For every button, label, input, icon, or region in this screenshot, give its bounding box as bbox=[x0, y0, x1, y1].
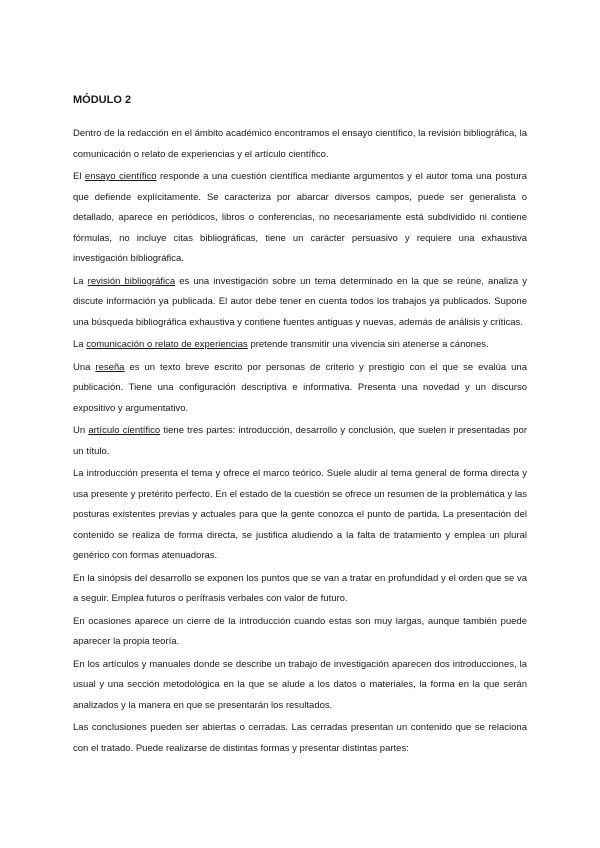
paragraph-introduccion: La introducción presenta el tema y ofrece el marco teórico. Suele aludir al tema general de forma directa y usa presente y pretérito perfecto. En el estado de la cuestión se ofrece un resumen de la problemática y las posturas existentes previas y actuales para que la gente conozca el punto de partida. La presentación del contenido se realiza de forma directa, se justifica aludiendo a la falta de tratamiento y emplea un plural genérico con formas atenuadoras. bbox=[73, 468, 527, 561]
paragraph-revision: La revisión bibliográfica es una investigación sobre un tema determinado en la que se reúne, analiza y discute información ya publicada. El autor debe tener en cuenta todos los trabajos ya publicados. Supone una búsqueda bibliográfica exhaustiva y contiene fuentes antiguas y nuevas, además de análisis y críticas. bbox=[73, 275, 527, 328]
term-resena: reseña bbox=[95, 361, 125, 373]
paragraph-metodologia: En los artículos y manuales donde se describe un trabajo de investigación aparecen dos introducciones, la usual y una sección metodológica en la que se alude a los datos o materiales, la forma en la que serán analizados y la manera en que se presentarán los resultados. bbox=[73, 658, 527, 711]
paragraph-sinopsis: En la sinópsis del desarrollo se exponen los puntos que se van a tratar en profundidad y el orden que se va a seguir. Emplea futuros o perífrasis verbales con valor de futuro. bbox=[73, 572, 527, 604]
term-ensayo-cientifico: ensayo científico bbox=[84, 171, 157, 182]
term-comunicacion: comunicación o relato de experiencias bbox=[86, 339, 248, 350]
paragraph-cierre: En ocasiones aparece un cierre de la introducción cuando estas son muy largas, aunque también puede aparecer la propia teoría. bbox=[73, 615, 527, 647]
term-revision-bibliografica: revisión bibliográfica bbox=[87, 275, 176, 287]
term-articulo-cientifico: artículo científico bbox=[88, 425, 161, 436]
paragraph-conclusiones: Las conclusiones pueden ser abiertas o cerradas. Las cerradas presentan un contenido que se relaciona con el tratado. Puede realizarse de distintas formas y presentar distintas partes: bbox=[73, 722, 527, 754]
page-title: MÓDULO 2 bbox=[73, 94, 132, 106]
paragraph-resena: Una reseña es un texto breve escrito por personas de criterio y prestigio con el que se evalúa una publicación. Tiene una configuración descriptiva e informativa. Presenta una novedad y un discurso expositivo y argumentativo. bbox=[73, 361, 527, 414]
paragraph-comunicacion: La comunicación o relato de experiencias pretende transmitir una vivencia sin atenerse a cánones. bbox=[73, 339, 489, 350]
paragraph-articulo: Un artículo científico tiene tres partes: introducción, desarrollo y conclusión, que suelen ir presentadas por un título. bbox=[73, 425, 527, 457]
paragraph-ensayo: El ensayo científico responde a una cuestión científica mediante argumentos y el autor toma una postura que defiende explícitamente. Se caracteriza por abarcar diversos campos, puede ser generalista o detallado, aparece en periódicos, libros o conferencias, no necesariamente está subdividido ni contiene fórmulas, no incluye citas bibliográficas, tiene un carácter persuasivo y requiere una exhaustiva investigación bibliográfica. bbox=[73, 171, 528, 264]
paragraph-intro: Dentro de la redacción en el ámbito académico encontramos el ensayo científico, la revisión bibliográfica, la comunicación o relato de experiencias y el artículo científico. bbox=[73, 128, 527, 160]
document-body bbox=[73, 92, 527, 761]
